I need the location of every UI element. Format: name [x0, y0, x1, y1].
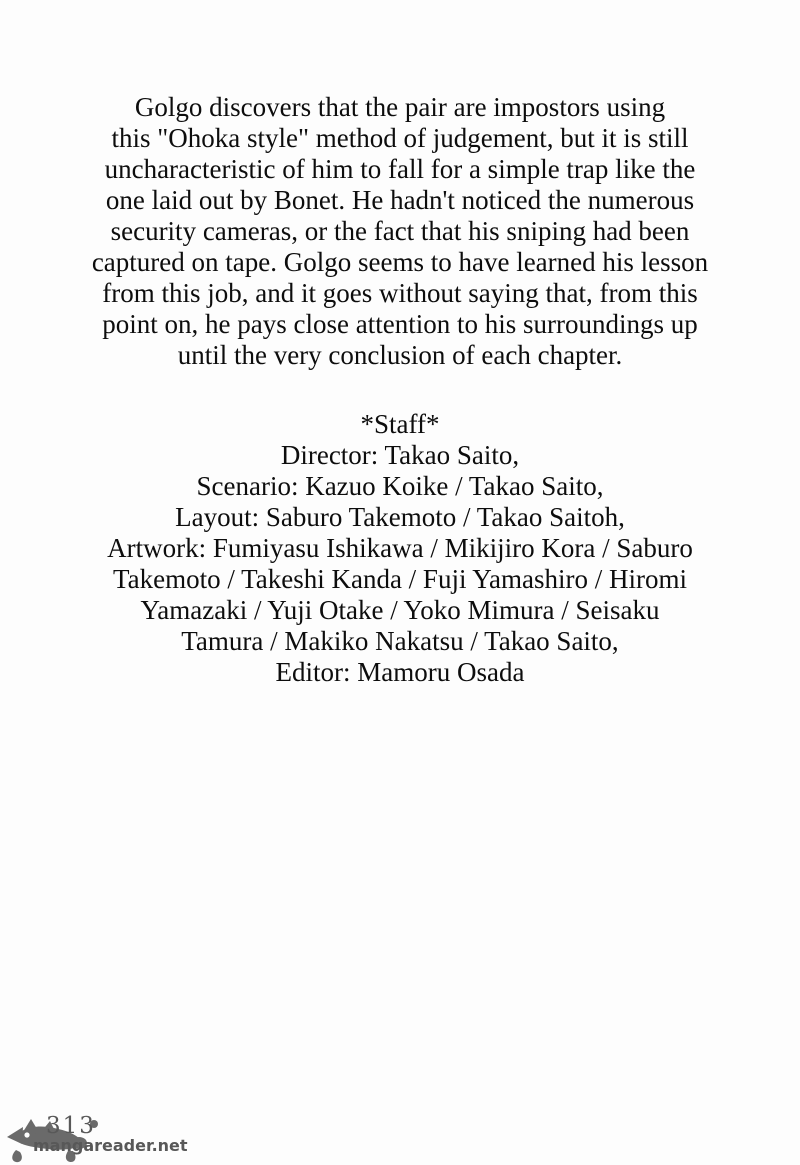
summary-line: point on, he pays close attention to his surroundings up: [102, 309, 698, 339]
page-number: 313: [46, 1113, 96, 1139]
summary-line: until the very conclusion of each chapter.: [177, 340, 623, 370]
summary-line: one laid out by Bonet. He hadn't noticed the numerous: [105, 185, 695, 215]
summary-line: captured on tape. Golgo seems to have learned his lesson: [91, 247, 709, 277]
staff-line: Editor: Mamoru Osada: [275, 657, 525, 687]
staff-line: Yamazaki / Yuji Otake / Yoko Mimura / Seisaku: [140, 595, 660, 625]
summary-line: this "Ohoka style" method of judgement, but it is still: [111, 123, 689, 153]
staff-heading: *Staff*: [360, 409, 440, 439]
staff-line: Director: Takao Saito,: [280, 440, 520, 470]
staff-line: Takemoto / Takeshi Kanda / Fuji Yamashiro / Hiromi: [113, 564, 687, 594]
staff-line: Layout: Saburo Takemoto / Takao Saitoh,: [175, 502, 625, 532]
summary-paragraph: [0, 0, 800, 371]
staff-line: Artwork: Fumiyasu Ishikawa / Mikijiro Kora / Saburo: [107, 533, 693, 563]
summary-line: from this job, and it goes without saying that, from this: [102, 278, 698, 308]
staff-line: Scenario: Kazuo Koike / Takao Saito,: [196, 471, 604, 501]
summary-line: uncharacteristic of him to fall for a simple trap like the: [104, 154, 696, 184]
summary-line: Golgo discovers that the pair are impostors using: [134, 92, 666, 122]
staff-line: Tamura / Makiko Nakatsu / Takao Saito,: [181, 626, 619, 656]
staff-credits: [0, 409, 800, 688]
watermark-text: mangareader.net: [33, 1136, 188, 1155]
summary-line: security cameras, or the fact that his sniping had been: [110, 216, 690, 246]
